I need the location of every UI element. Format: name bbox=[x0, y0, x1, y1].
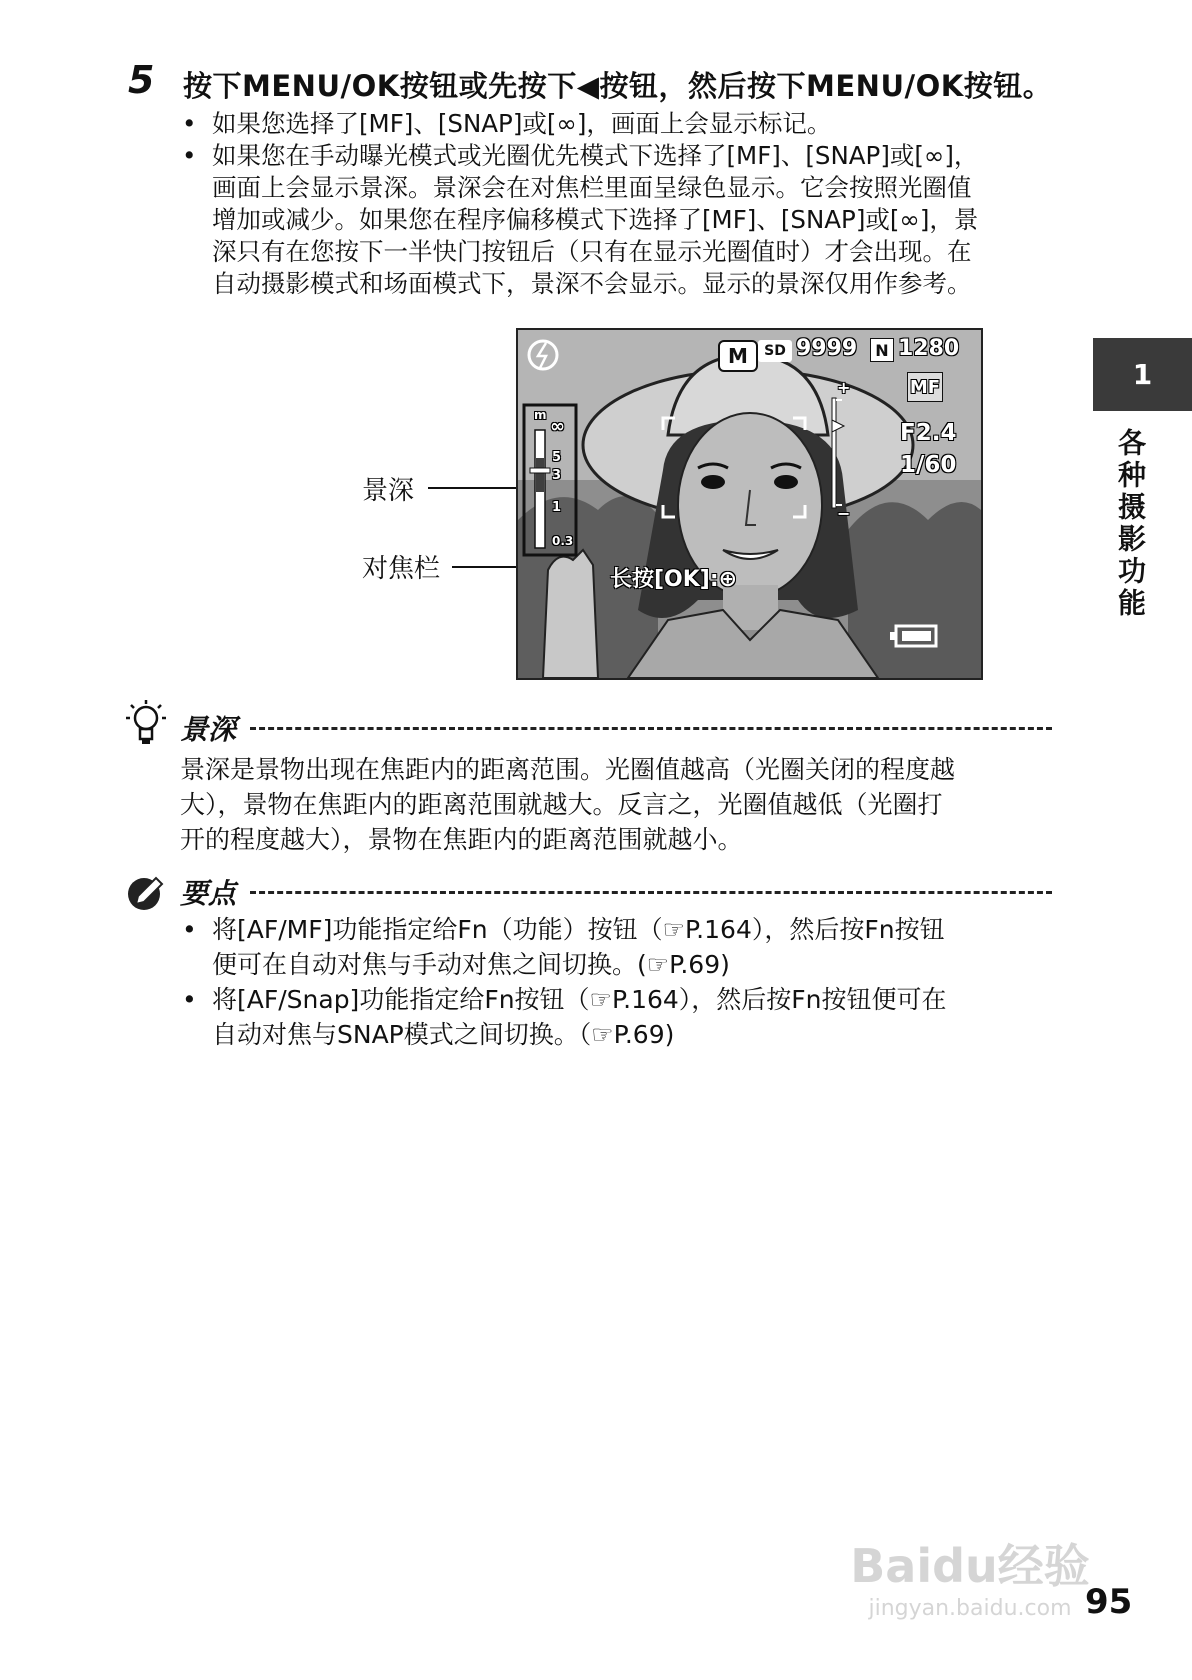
bullet-line: 如果您选择了[MF]、[SNAP]或[∞]，画面上会显示标记。 bbox=[212, 109, 832, 138]
focus-scale-5: 5 bbox=[552, 450, 562, 465]
memo-divider bbox=[250, 891, 1052, 894]
memo-bullet-item bbox=[180, 982, 1080, 1052]
step-instruction: 按下MENU/OK按钮或先按下◀按钮，然后按下MENU/OK按钮。 bbox=[183, 69, 1053, 103]
mf-indicator: MF bbox=[907, 372, 943, 402]
step-bullets bbox=[180, 108, 1080, 300]
exposure-plus: + bbox=[837, 378, 851, 397]
focus-scale-infinity: ∞ bbox=[550, 416, 565, 437]
bullet-line: 增加或减少。如果您在程序偏移模式下选择了[MF]、[SNAP]或[∞]，景 bbox=[212, 205, 979, 234]
mode-indicator: M bbox=[718, 340, 758, 372]
bullet-dot: • bbox=[182, 985, 197, 1014]
memo-line: 将[AF/Snap]功能指定给Fn按钮（☞P.164），然后按Fn按钮便可在 bbox=[212, 985, 947, 1014]
shutter-speed: 1/60 bbox=[900, 452, 957, 478]
memo-line: 自动对焦与SNAP模式之间切换。（☞P.69) bbox=[212, 1020, 675, 1049]
bullet-dot: • bbox=[182, 109, 197, 138]
memo-line: 将[AF/MF]功能指定给Fn（功能）按钮（☞P.164），然后按Fn按钮 bbox=[212, 915, 945, 944]
memo-bullets bbox=[180, 912, 1080, 1052]
step-number: 5 bbox=[128, 58, 155, 102]
chapter-title: 各种摄影功能 bbox=[1114, 428, 1147, 620]
tip-line: 大），景物在焦距内的距离范围就越大。反言之，光圈值越低（光圈打 bbox=[180, 790, 943, 819]
tip-line: 景深是景物出现在焦距内的距离范围。光圈值越高（光圈关闭的程度越 bbox=[180, 755, 956, 784]
focus-scale-1: 1 bbox=[552, 500, 562, 515]
bullet-line: 如果您在手动曝光模式或光圈优先模式下选择了[MF]、[SNAP]或[∞]， bbox=[212, 141, 979, 170]
watermark-brand: Baidu经验 bbox=[850, 1539, 1090, 1593]
bullet-line: 深只有在您按下一半快门按钮后（只有在显示光圈值时）才会出现。在 bbox=[212, 237, 972, 266]
chapter-number: 1 bbox=[1132, 358, 1153, 391]
tip-divider bbox=[250, 727, 1052, 730]
baidu-watermark bbox=[840, 1530, 1100, 1621]
quality-indicator: N bbox=[870, 338, 894, 362]
focus-bar-label: 对焦栏 bbox=[362, 554, 441, 584]
focus-scale-3: 3 bbox=[552, 468, 562, 483]
watermark-url: jingyan.baidu.com bbox=[868, 1596, 1072, 1621]
focus-scale-0-3: 0.3 bbox=[552, 534, 574, 548]
memo-title: 要点 bbox=[180, 877, 237, 910]
zoom-in-icon: ⊕ bbox=[718, 567, 738, 592]
tip-title: 景深 bbox=[180, 713, 237, 746]
ok-hold-hint bbox=[610, 562, 737, 593]
remaining-shots: 9999 bbox=[796, 336, 858, 361]
camera-lcd-screen bbox=[516, 328, 983, 680]
tip-line: 开的程度越大），景物在焦距内的距离范围就越小。 bbox=[180, 825, 743, 854]
bullet-item bbox=[180, 108, 1080, 140]
memo-line: 便可在自动对焦与手动对焦之间切换。(☞P.69) bbox=[212, 950, 730, 979]
ok-hint-text: 长按[OK]: bbox=[610, 567, 719, 592]
bullet-line: 画面上会显示景深。景深会在对焦栏里面呈绿色显示。它会按照光圈值 bbox=[212, 173, 972, 202]
exposure-minus: − bbox=[837, 504, 851, 523]
aperture-value: F2.4 bbox=[900, 420, 957, 446]
bullet-dot: • bbox=[182, 915, 197, 944]
chapter-tab bbox=[1093, 338, 1192, 411]
memo-pencil-icon bbox=[126, 872, 166, 912]
bullet-line: 自动摄影模式和场面模式下，景深不会显示。显示的景深仅用作参考。 bbox=[212, 269, 972, 298]
image-size: 1280 bbox=[898, 336, 960, 361]
bullet-item bbox=[180, 140, 1080, 300]
memo-bullet-item bbox=[180, 912, 1080, 982]
sd-card-icon: SD bbox=[758, 340, 792, 362]
tip-body bbox=[180, 752, 1080, 857]
depth-label: 景深 bbox=[362, 476, 415, 506]
page-number: 95 bbox=[1085, 1582, 1133, 1622]
lightbulb-icon bbox=[126, 700, 166, 746]
bullet-dot: • bbox=[182, 141, 197, 170]
focus-unit: m bbox=[534, 408, 547, 422]
